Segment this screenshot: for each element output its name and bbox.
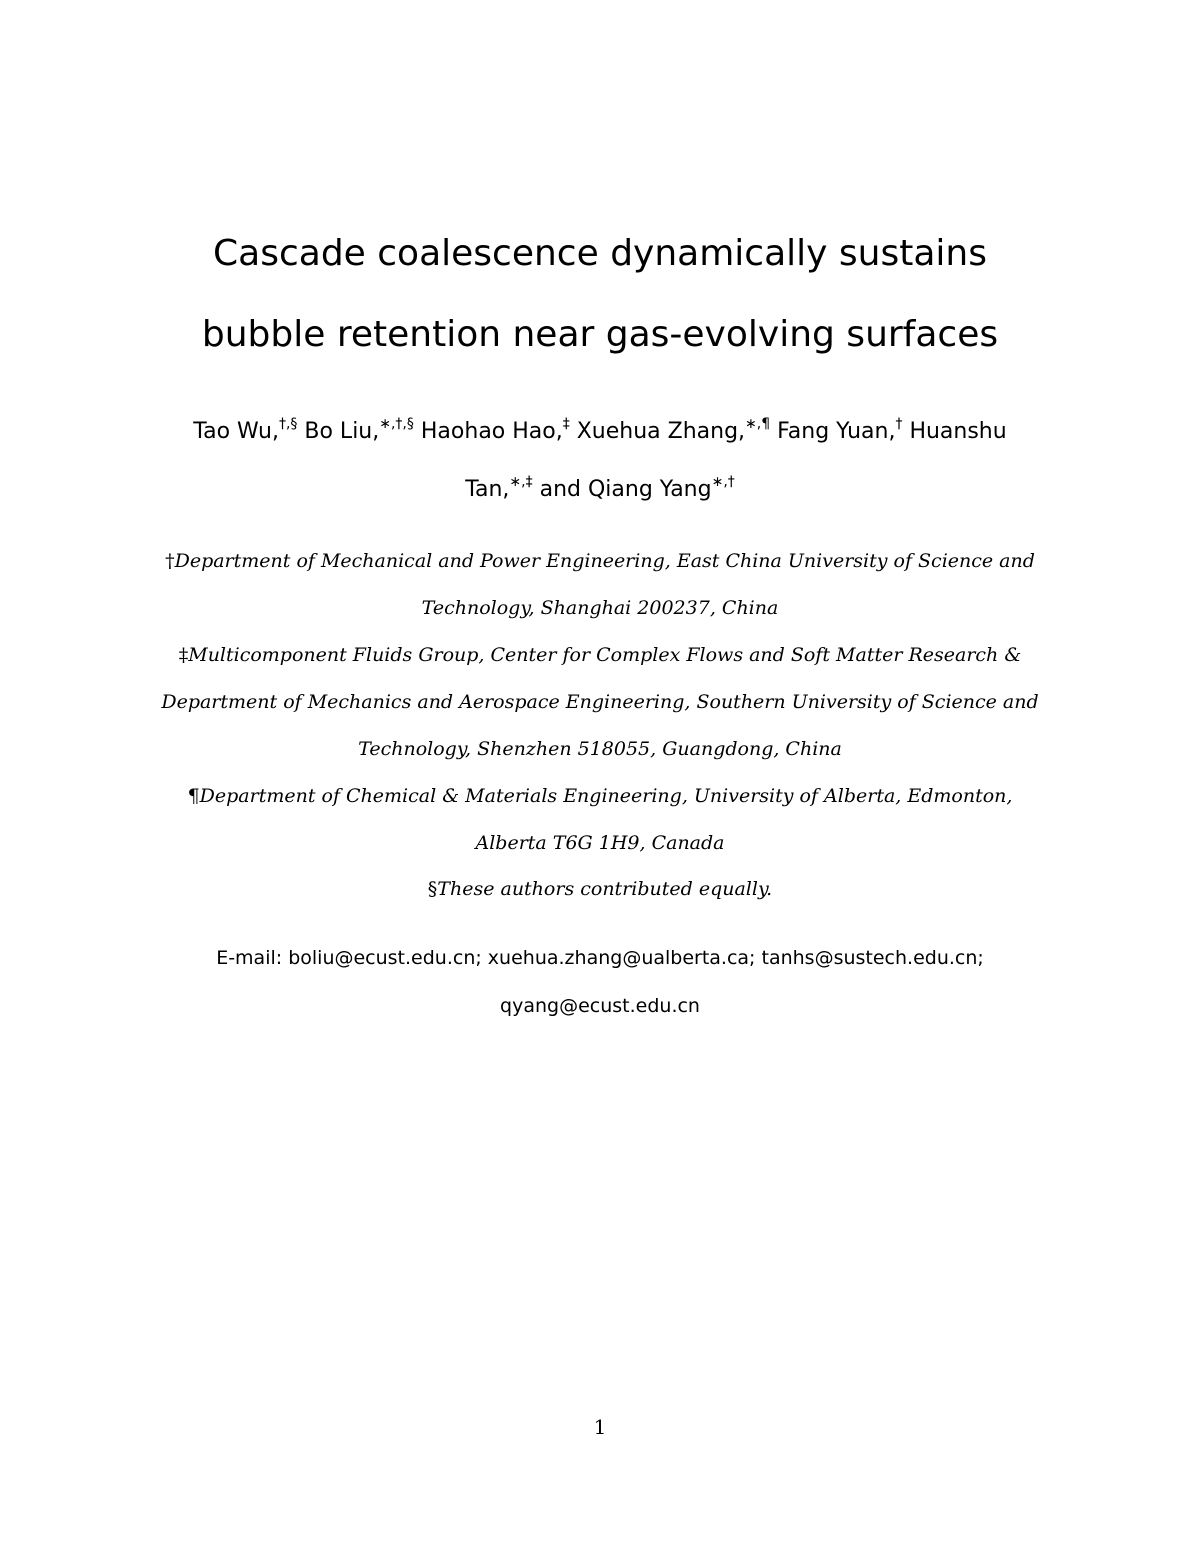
affiliation-symbol: § xyxy=(427,878,438,900)
author-list-line-2 xyxy=(0,476,1200,504)
author-name: Haohao Hao, xyxy=(420,419,563,444)
affiliation-dagger-line-1 xyxy=(0,548,1200,574)
author-name: Xuehua Zhang, xyxy=(576,419,746,444)
affiliation-text: Department of Mechanical and Power Engineering, East China University of Science and xyxy=(174,550,1035,572)
affiliation-symbol: † xyxy=(165,550,175,572)
affiliation-text: Department of Chemical & Materials Engineering, University of Alberta, Edmonton, xyxy=(199,785,1013,807)
author-affiliation-marks: ‡ xyxy=(562,416,570,432)
author-affiliation-marks: ∗,† xyxy=(711,474,735,490)
email-line-1: E-mail: boliu@ecust.edu.cn; xuehua.zhang@ualberta.ca; tanhs@sustech.edu.cn; xyxy=(216,947,984,969)
affiliation-symbol: ‡ xyxy=(178,644,189,666)
author-list-line-1 xyxy=(0,418,1200,446)
affiliation-symbol: ¶ xyxy=(187,785,200,807)
paper-title-line-2: bubble retention near gas-evolving surfaces xyxy=(201,314,999,355)
affiliation-section-line-1 xyxy=(0,876,1200,902)
author-name: Tan, xyxy=(465,477,510,502)
affiliation-pilcrow-line-1 xyxy=(0,783,1200,809)
page-number: 1 xyxy=(593,1415,607,1439)
author-affiliation-marks: ∗,¶ xyxy=(745,416,771,432)
author-affiliation-marks: ∗,†,§ xyxy=(379,416,414,432)
author-affiliation-marks: †,§ xyxy=(278,416,298,432)
author-name: Tao Wu, xyxy=(193,419,279,444)
author-name: Qiang Yang xyxy=(587,477,712,502)
author-affiliation-marks: ∗,‡ xyxy=(509,474,533,490)
author-name: Huanshu xyxy=(909,419,1007,444)
author-name: Bo Liu, xyxy=(304,419,380,444)
affiliation-pilcrow-line-2: Alberta T6G 1H9, Canada xyxy=(475,832,725,854)
email-line-2: qyang@ecust.edu.cn xyxy=(500,995,700,1017)
author-affiliation-marks: † xyxy=(895,416,903,432)
author-name: Fang Yuan, xyxy=(777,419,896,444)
affiliation-ddagger-line-3: Technology, Shenzhen 518055, Guangdong, China xyxy=(358,738,842,760)
affiliation-text: Multicomponent Fluids Group, Center for Complex Flows and Soft Matter Research & xyxy=(188,644,1022,666)
paper-title-line-1: Cascade coalescence dynamically sustains xyxy=(213,233,987,274)
affiliation-ddagger-line-2: Department of Mechanics and Aerospace Engineering, Southern University of Science and xyxy=(161,691,1039,713)
affiliation-dagger-line-2: Technology, Shanghai 200237, China xyxy=(421,597,779,619)
author-connector: and xyxy=(539,477,581,502)
affiliation-text: These authors contributed equally. xyxy=(437,878,773,900)
affiliation-ddagger-line-1 xyxy=(0,642,1200,668)
